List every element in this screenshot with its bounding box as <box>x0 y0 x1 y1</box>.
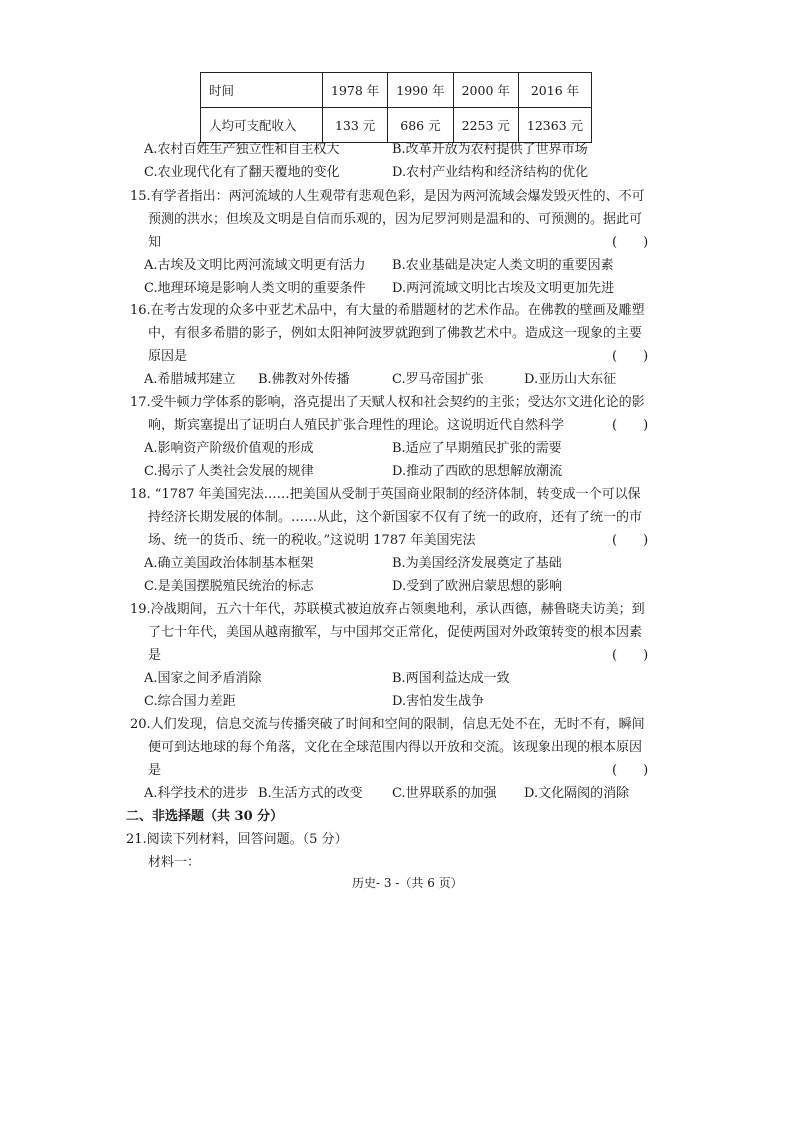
q16-stem-line-1: 16.在考古发现的众多中亚艺术品中，有大量的希腊题材的艺术作品。在佛教的壁画及雕塑 <box>130 303 645 318</box>
q17-option-c: C.揭示了人类社会发展的规律 <box>144 464 314 479</box>
q20-option-b: B.生活方式的改变 <box>258 786 363 801</box>
q17-stem-line-1: 17.受牛顿力学体系的影响，洛克提出了天赋人权和社会契约的主张；受达尔文进化论的影 <box>130 395 645 410</box>
q19-answer-blank: ( ) <box>612 648 649 663</box>
q14-option-a: A.农村百姓生产独立性和自主权大 <box>144 142 340 157</box>
table-cell: 时间 <box>201 73 323 108</box>
q19-option-b: B.两国利益达成一致 <box>392 671 510 686</box>
q15-answer-blank: ( ) <box>612 235 649 250</box>
q18-answer-blank: ( ) <box>612 533 649 548</box>
page-footer: 历史- 3 -（共 6 页） <box>352 876 463 890</box>
table-row <box>201 73 592 108</box>
q15-option-a: A.古埃及文明比两河流域文明更有活力 <box>144 258 366 273</box>
q16-option-c: C.罗马帝国扩张 <box>392 372 484 387</box>
q18-option-d: D.受到了欧洲启蒙思想的影响 <box>392 579 563 594</box>
q14-option-c: C.农业现代化有了翻天覆地的变化 <box>144 165 340 180</box>
table-cell: 1990 年 <box>388 73 453 108</box>
q19-option-c: C.综合国力差距 <box>144 694 236 709</box>
q20-option-c: C.世界联系的加强 <box>392 786 497 801</box>
table-cell: 2000 年 <box>453 73 518 108</box>
table-cell: 1978 年 <box>323 73 388 108</box>
q19-option-d: D.害怕发生战争 <box>392 694 485 709</box>
q21-stem: 21.阅读下列材料，回答问题。（5 分） <box>126 832 348 847</box>
q17-option-d: D.推动了西欧的思想解放潮流 <box>392 464 563 479</box>
q16-option-b: B.佛教对外传播 <box>258 372 350 387</box>
q18-stem-line-2: 持经济长期发展的体制。……从此，这个新国家不仅有了统一的政府，还有了统一的市 <box>148 510 643 525</box>
q18-stem-line-1: 18. “1787 年美国宪法……把美国从受制于英国商业限制的经济体制，转变成一个可以保 <box>130 487 641 502</box>
q20-stem-line-2: 便可到达地球的每个角落，文化在全球范围内得以开放和交流。该现象出现的根本原因 <box>148 740 643 755</box>
q17-answer-blank: ( ) <box>612 418 649 433</box>
q15-option-c: C.地理环境是影响人类文明的重要条件 <box>144 281 366 296</box>
q15-stem-line-3: 知 <box>148 235 162 250</box>
q19-stem-line-2: 了七十年代，美国从越南撤军，与中国邦交正常化，促使两国对外政策转变的根本因素 <box>148 625 643 640</box>
income-table <box>200 72 592 143</box>
table-cell: 133 元 <box>323 108 388 143</box>
section-heading: 二、非选择题（共 30 分） <box>126 809 284 824</box>
q21-material-label: 材料一： <box>148 855 201 870</box>
q16-stem-line-3: 原因是 <box>148 349 188 364</box>
q20-option-a: A.科学技术的进步 <box>144 786 249 801</box>
q17-option-a: A.影响资产阶级价值观的形成 <box>144 441 314 456</box>
q14-option-d: D.农村产业结构和经济结构的优化 <box>392 165 589 180</box>
q20-stem-line-1: 20.人们发现，信息交流与传播突破了时间和空间的限制，信息无处不在，无时不有，瞬间 <box>130 717 645 732</box>
q16-option-d: D.亚历山大东征 <box>524 372 617 387</box>
q18-option-a: A.确立美国政治体制基本框架 <box>144 556 314 571</box>
table-cell: 12363 元 <box>518 108 591 143</box>
q16-option-a: A.希腊城邦建立 <box>144 372 236 387</box>
q20-option-d: D.文化隔阂的消除 <box>524 786 630 801</box>
q18-option-c: C.是美国摆脱殖民统治的标志 <box>144 579 314 594</box>
q20-answer-blank: ( ) <box>612 763 649 778</box>
table-cell: 686 元 <box>388 108 453 143</box>
q15-stem-line-1: 15.有学者指出：两河流域的人生观带有悲观色彩，是因为两河流域会爆发毁灭性的、不可 <box>130 189 645 204</box>
q15-option-d: D.两河流域文明比古埃及文明更加先进 <box>392 281 615 296</box>
q18-stem-line-3: 场、统一的货币、统一的税收。”这说明 1787 年美国宪法 <box>148 533 476 548</box>
q16-answer-blank: ( ) <box>612 349 649 364</box>
table-cell: 人均可支配收入 <box>201 108 323 143</box>
q16-stem-line-2: 中，有很多希腊的影子，例如太阳神阿波罗就跑到了佛教艺术中。造成这一现象的主要 <box>148 326 643 341</box>
q15-option-b: B.农业基础是决定人类文明的重要因素 <box>392 258 614 273</box>
q19-stem-line-1: 19.冷战期间，五六十年代，苏联模式被迫放弃占领奥地利，承认西德，赫鲁晓夫访美；到 <box>130 602 645 617</box>
q15-stem-line-2: 预测的洪水；但埃及文明是自信而乐观的，因为尼罗河则是温和的、可预测的。据此可 <box>148 212 643 227</box>
q19-option-a: A.国家之间矛盾消除 <box>144 671 262 686</box>
q17-option-b: B.适应了早期殖民扩张的需要 <box>392 441 562 456</box>
q20-stem-line-3: 是 <box>148 763 162 778</box>
table-row <box>201 108 592 143</box>
table-cell: 2253 元 <box>453 108 518 143</box>
table-cell: 2016 年 <box>518 73 591 108</box>
q17-stem-line-2: 响，斯宾塞提出了证明白人殖民扩张合理性的理论。这说明近代自然科学 <box>148 418 565 433</box>
q19-stem-line-3: 是 <box>148 648 162 663</box>
q14-option-b: B.改革开放为农村提供了世界市场 <box>392 142 588 157</box>
q18-option-b: B.为美国经济发展奠定了基础 <box>392 556 562 571</box>
